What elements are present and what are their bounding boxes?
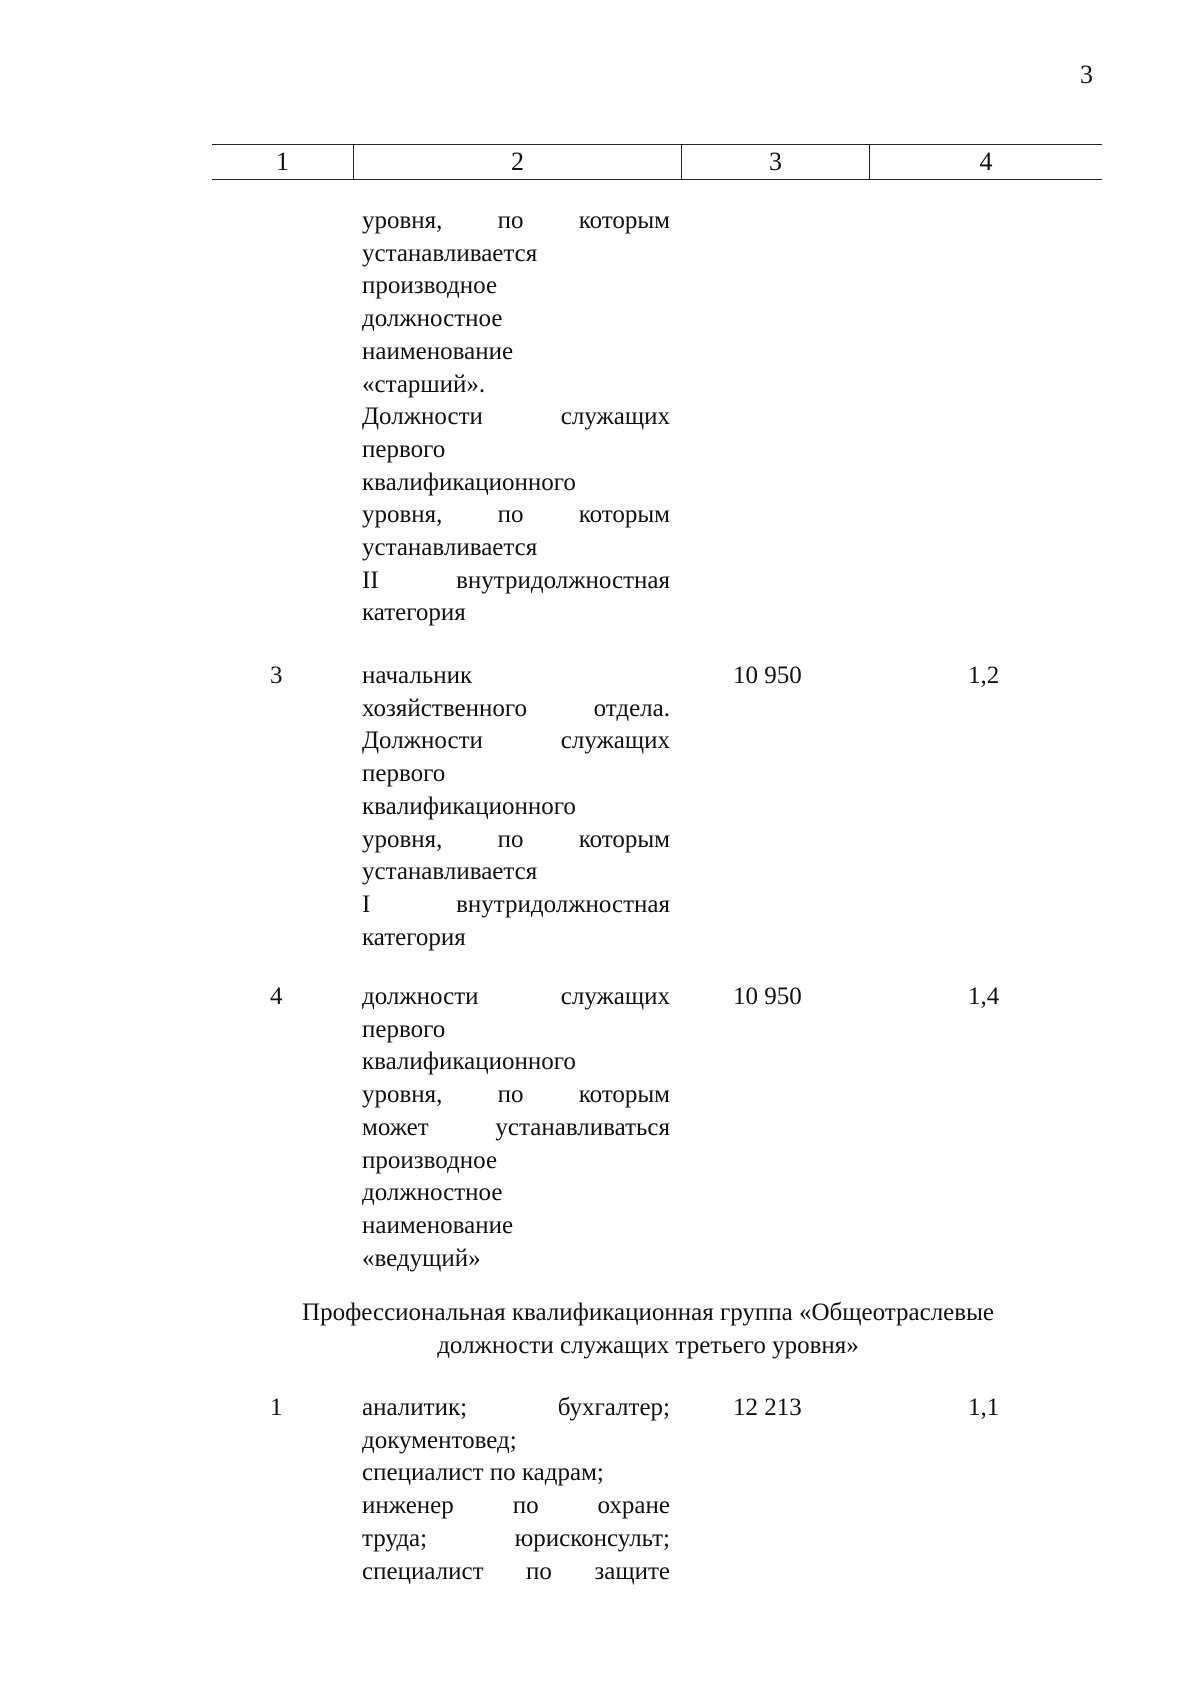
description-line: [362, 596, 670, 629]
desc-word: должности: [362, 983, 479, 1010]
description-line: [362, 237, 670, 270]
desc-word: по: [497, 1081, 524, 1109]
description-line: [362, 466, 670, 499]
row-coefficient: 1,4: [968, 983, 1000, 1010]
desc-word: наименование: [362, 337, 514, 365]
row-level: 3: [270, 662, 283, 689]
description-line: [362, 1176, 670, 1209]
description-line: [362, 433, 670, 466]
description-line: [362, 564, 670, 597]
description-line: [362, 1489, 670, 1522]
desc-word: I: [362, 890, 371, 918]
desc-word: инженер: [362, 1492, 454, 1520]
description-line: [362, 980, 670, 1013]
desc-word: Должности: [362, 403, 483, 431]
desc-word: II: [362, 566, 379, 594]
desc-word: уровня,: [362, 1081, 443, 1109]
desc-word: отдела.: [593, 694, 670, 722]
description-line: [362, 790, 670, 823]
header-col-4: 4: [979, 147, 993, 176]
desc-word: устанавливается: [362, 239, 538, 267]
section-title: Профессиональная квалификационная группа «Общеотраслевые: [302, 1299, 994, 1326]
desc-word: юрисконсульт;: [514, 1524, 670, 1552]
row-level: 1: [270, 1394, 283, 1421]
desc-word: по: [497, 207, 524, 234]
desc-word: по: [497, 501, 524, 529]
description-line: [362, 1209, 670, 1242]
description-line: [362, 1013, 670, 1046]
table-header: [212, 144, 1102, 180]
desc-word: уровня,: [362, 207, 443, 234]
desc-word: которым: [578, 825, 670, 853]
desc-word: категория: [362, 923, 466, 951]
description-line: [362, 724, 670, 757]
description-line: [362, 921, 670, 954]
description-line: [362, 1242, 670, 1275]
row-salary: 10 950: [733, 983, 802, 1010]
description-line: [362, 659, 670, 692]
description-line: [362, 888, 670, 921]
desc-word: бухгалтер;: [557, 1394, 670, 1421]
desc-word: может: [362, 1113, 429, 1141]
description-line: [362, 1424, 670, 1457]
desc-word: которым: [578, 207, 670, 234]
description-line: [362, 757, 670, 790]
description-line: [362, 1391, 670, 1424]
description-line: [362, 368, 670, 401]
desc-word: аналитик;: [362, 1394, 468, 1421]
description-line: [362, 498, 670, 531]
desc-word: должностное: [362, 305, 503, 333]
description-line: [362, 400, 670, 433]
desc-word: категория: [362, 599, 466, 627]
description-line: [362, 335, 670, 368]
description-line: [362, 1111, 670, 1144]
desc-word: по: [526, 1557, 552, 1585]
desc-word: служащих: [560, 727, 670, 755]
desc-word: защите: [594, 1557, 670, 1585]
description-line: [362, 1522, 670, 1555]
desc-word: внутридолжностная: [456, 566, 670, 594]
desc-word: «старший».: [362, 370, 486, 398]
desc-word: первого: [362, 435, 446, 463]
desc-word: устанавливается: [362, 858, 538, 886]
row-coefficient: 1,1: [968, 1394, 1000, 1421]
desc-word: служащих: [560, 983, 670, 1010]
description-line: [362, 531, 670, 564]
desc-word: «ведущий»: [362, 1244, 481, 1272]
desc-word: уровня,: [362, 501, 443, 529]
desc-word: уровня,: [362, 825, 443, 853]
desc-word: производное: [362, 1146, 498, 1174]
desc-word: документовед;: [362, 1426, 517, 1454]
row-level: 4: [270, 983, 283, 1010]
desc-word: специалист: [362, 1557, 484, 1585]
header-col-2: 2: [354, 145, 682, 179]
desc-word: устанавливаться: [495, 1113, 670, 1141]
description-line: [362, 1555, 670, 1588]
desc-word: наименование: [362, 1211, 514, 1239]
desc-word: квалификационного: [362, 468, 576, 496]
description-line: [362, 1045, 670, 1078]
header-col-1: 1: [212, 145, 354, 179]
description-line: [362, 1144, 670, 1177]
desc-word: устанавливается: [362, 534, 538, 561]
desc-word: по: [497, 825, 524, 853]
desc-word: Должности: [362, 727, 483, 755]
desc-word: которым: [578, 1081, 670, 1109]
description-line: [362, 204, 670, 237]
desc-word: квалификационного: [362, 1048, 576, 1076]
description-line: [362, 302, 670, 335]
row-salary: 12 213: [733, 1394, 802, 1421]
section-title: должности служащих третьего уровня»: [437, 1332, 859, 1359]
header-col-3: 3: [682, 145, 870, 179]
desc-word: начальник: [362, 662, 473, 689]
desc-word: квалификационного: [362, 792, 576, 820]
desc-word: труда;: [362, 1524, 428, 1552]
page-number: 3: [1080, 60, 1093, 89]
description-line: [362, 855, 670, 888]
row-salary: 10 950: [733, 662, 802, 689]
desc-word: первого: [362, 760, 446, 788]
desc-word: специалист по кадрам;: [362, 1459, 604, 1487]
desc-word: должностное: [362, 1179, 503, 1207]
desc-word: внутридолжностная: [456, 890, 670, 918]
desc-word: по: [512, 1492, 539, 1520]
description-line: [362, 1456, 670, 1489]
desc-word: хозяйственного: [362, 694, 527, 722]
desc-word: которым: [578, 501, 670, 529]
description-line: [362, 823, 670, 856]
desc-word: охране: [597, 1492, 670, 1520]
description-line: [362, 269, 670, 302]
row-coefficient: 1,2: [968, 662, 1000, 689]
desc-word: производное: [362, 272, 498, 300]
desc-word: первого: [362, 1015, 446, 1043]
description-line: [362, 692, 670, 725]
desc-word: служащих: [560, 403, 670, 431]
description-line: [362, 1078, 670, 1111]
